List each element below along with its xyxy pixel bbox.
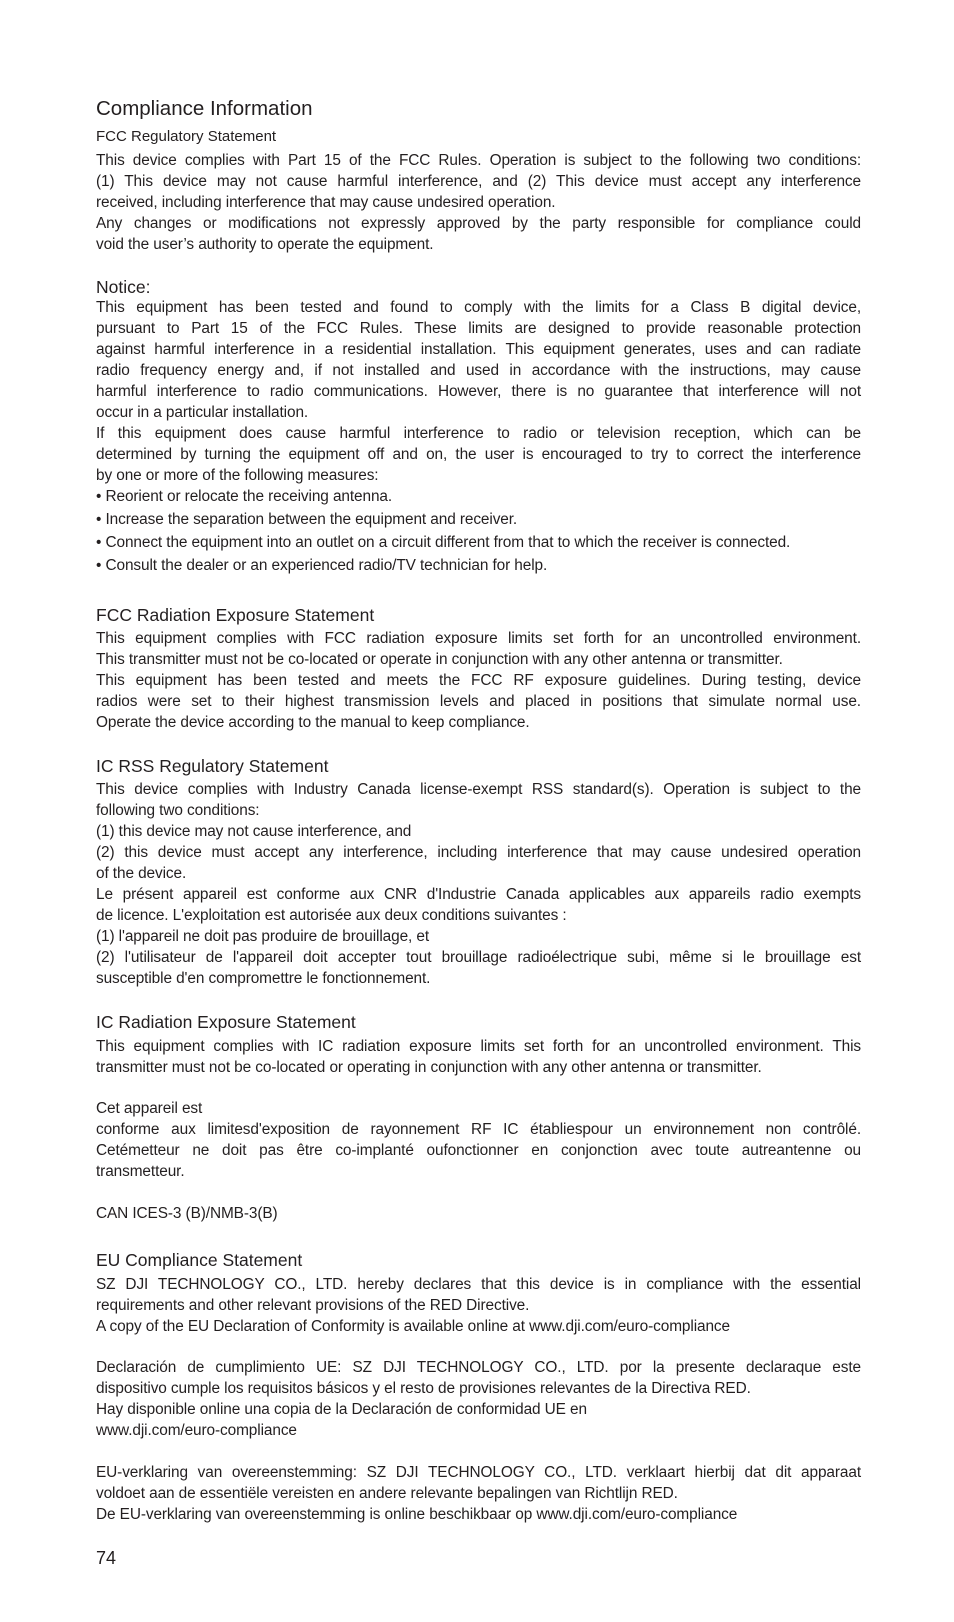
text-line: (1) this device may not cause interference, and [96, 823, 412, 840]
text-line: determined by turning the equipment off and on, the user is encouraged to try to correct the interference [96, 446, 861, 463]
text-line: conforme aux limitesd'exposition de rayonnement RF IC établiespour un environnement non contrôlé. [96, 1121, 861, 1138]
notice-heading: Notice: [96, 277, 151, 297]
text-line: of the device. [96, 865, 187, 882]
ic-radiation-text [96, 1036, 861, 1078]
text-line: This equipment complies with IC radiation exposure limits set forth for an uncontrolled environment. This [96, 1038, 861, 1055]
text-line: Any changes or modifications not expressly approved by the party responsible for compliance could [96, 215, 861, 232]
ic-rss-heading: IC RSS Regulatory Statement [96, 756, 329, 776]
text-line [96, 1357, 861, 1378]
text-line: requirements and other relevant provisions of the RED Directive. [96, 1297, 530, 1314]
text-line: pursuant to Part 15 of the FCC Rules. These limits are designed to provide reasonable protection [96, 320, 861, 337]
text-line: A copy of the EU Declaration of Conformity is available online at www.dji.com/euro-compliance [96, 1318, 730, 1335]
text-line: radios were set to their highest transmission levels and placed in positions that simulate normal use. [96, 693, 861, 710]
text-line: occur in a particular installation. [96, 404, 309, 421]
text-line: susceptible d'en compromettre le fonctionnement. [96, 970, 431, 987]
text-line: This device complies with Part 15 of the FCC Rules. Operation is subject to the following two conditions: [96, 152, 861, 169]
text-line: received, including interference that may cause undesired operation. [96, 194, 556, 211]
fcc-regulatory-heading: FCC Regulatory Statement [96, 128, 277, 145]
text-line: This device complies with Industry Canada license-exempt RSS standard(s). Operation is subject to the [96, 781, 861, 798]
es-lead: Declaración de cumplimiento UE: [96, 1359, 342, 1376]
bullet-item: • Increase the separation between the equipment and receiver. [96, 511, 518, 528]
text-line: by one or more of the following measures: [96, 467, 379, 484]
bullet-item: • Connect the equipment into an outlet on a circuit different from that to which the receiver is connected. [96, 534, 791, 551]
nl-lead: EU-verklaring van overeenstemming: [96, 1464, 357, 1481]
nl-line1: SZ DJI TECHNOLOGY CO., LTD. verklaart hierbij dat dit apparaat [356, 1464, 861, 1481]
fcc-radiation-text [96, 628, 861, 733]
text-line: transmitter must not be co-located or operating in conjunction with any other antenna or transmitter. [96, 1059, 762, 1076]
notice-text [96, 297, 861, 486]
text-line: De EU-verklaring van overeenstemming is online beschikbaar op www.dji.com/euro-compliance [96, 1506, 738, 1523]
text-line: against harmful interference in a residential installation. This equipment generates, uses and can radiate [96, 341, 861, 358]
text-line: Hay disponible online una copia de la Declaración de conformidad UE en [96, 1401, 587, 1418]
text-line: Cetémetteur ne doit pas être co-implanté oufonctionner en conjonction avec toute autreantenne ou [96, 1142, 861, 1159]
ic-radiation-heading: IC Radiation Exposure Statement [96, 1012, 356, 1032]
fcc-radiation-heading: FCC Radiation Exposure Statement [96, 605, 375, 625]
text-line: (2) l'utilisateur de l'appareil doit accepter tout brouillage radioélectrique subi, même si le brouillage est [96, 949, 861, 966]
bullet-item: • Reorient or relocate the receiving antenna. [96, 488, 393, 505]
eu-heading: EU Compliance Statement [96, 1250, 303, 1270]
text-line: This transmitter must not be co-located or operate in conjunction with any other antenna or transmitter. [96, 651, 783, 668]
text-line: Operate the device according to the manual to keep compliance. [96, 714, 530, 731]
text-line: radio frequency energy and, if not installed and used in accordance with the instructions, may cause [96, 362, 861, 379]
text-line: Le présent appareil est conforme aux CNR d'Industrie Canada applicables aux appareils radio exempts [96, 886, 861, 903]
text-line: harmful interference to radio communications. However, there is no guarantee that interference will not [96, 383, 861, 400]
ices-label: CAN ICES-3 (B)/NMB-3(B) [96, 1205, 278, 1222]
ic-rss-text [96, 779, 861, 989]
text-line: Cet appareil est [96, 1100, 203, 1117]
nl-declaration-text [96, 1462, 861, 1525]
text-line: transmetteur. [96, 1163, 185, 1180]
text-line: This equipment complies with FCC radiation exposure limits set forth for an uncontrolled environment. [96, 630, 861, 647]
text-line: SZ DJI TECHNOLOGY CO., LTD. hereby declares that this device is in compliance with the essential [96, 1276, 861, 1293]
text-line: (1) This device may not cause harmful interference, and (2) This device must accept any interference [96, 173, 861, 190]
es-declaration-text [96, 1357, 861, 1441]
text-line: www.dji.com/euro-compliance [96, 1422, 297, 1439]
page-title: Compliance Information [96, 97, 313, 120]
page-number: 74 [96, 1548, 117, 1568]
text-line: voldoet aan de essentiële vereisten en andere relevante bepalingen van Richtlijn RED. [96, 1485, 678, 1502]
text-line: following two conditions: [96, 802, 260, 819]
text-line [96, 1462, 861, 1483]
ic-radiation-french-text [96, 1098, 861, 1182]
es-line1: SZ DJI TECHNOLOGY CO., LTD. por la presente declaraque este [341, 1359, 861, 1376]
text-line: (2) this device must accept any interference, including interference that may cause undesired operation [96, 844, 861, 861]
fcc-regulatory-text [96, 150, 861, 255]
eu-text [96, 1274, 861, 1337]
text-line: void the user’s authority to operate the equipment. [96, 236, 434, 253]
text-line: This equipment has been tested and meets the FCC RF exposure guidelines. During testing, device [96, 672, 861, 689]
text-line: If this equipment does cause harmful interference to radio or television reception, which can be [96, 425, 861, 442]
text-line: (1) l'appareil ne doit pas produire de brouillage, et [96, 928, 430, 945]
text-line: This equipment has been tested and found to comply with the limits for a Class B digital device, [96, 299, 861, 316]
text-line: dispositivo cumple los requisitos básicos y el resto de provisiones relevantes de la Directiva RED. [96, 1380, 751, 1397]
text-line: de licence. L'exploitation est autorisée aux deux conditions suivantes : [96, 907, 567, 924]
bullet-item: • Consult the dealer or an experienced radio/TV technician for help. [96, 557, 548, 574]
